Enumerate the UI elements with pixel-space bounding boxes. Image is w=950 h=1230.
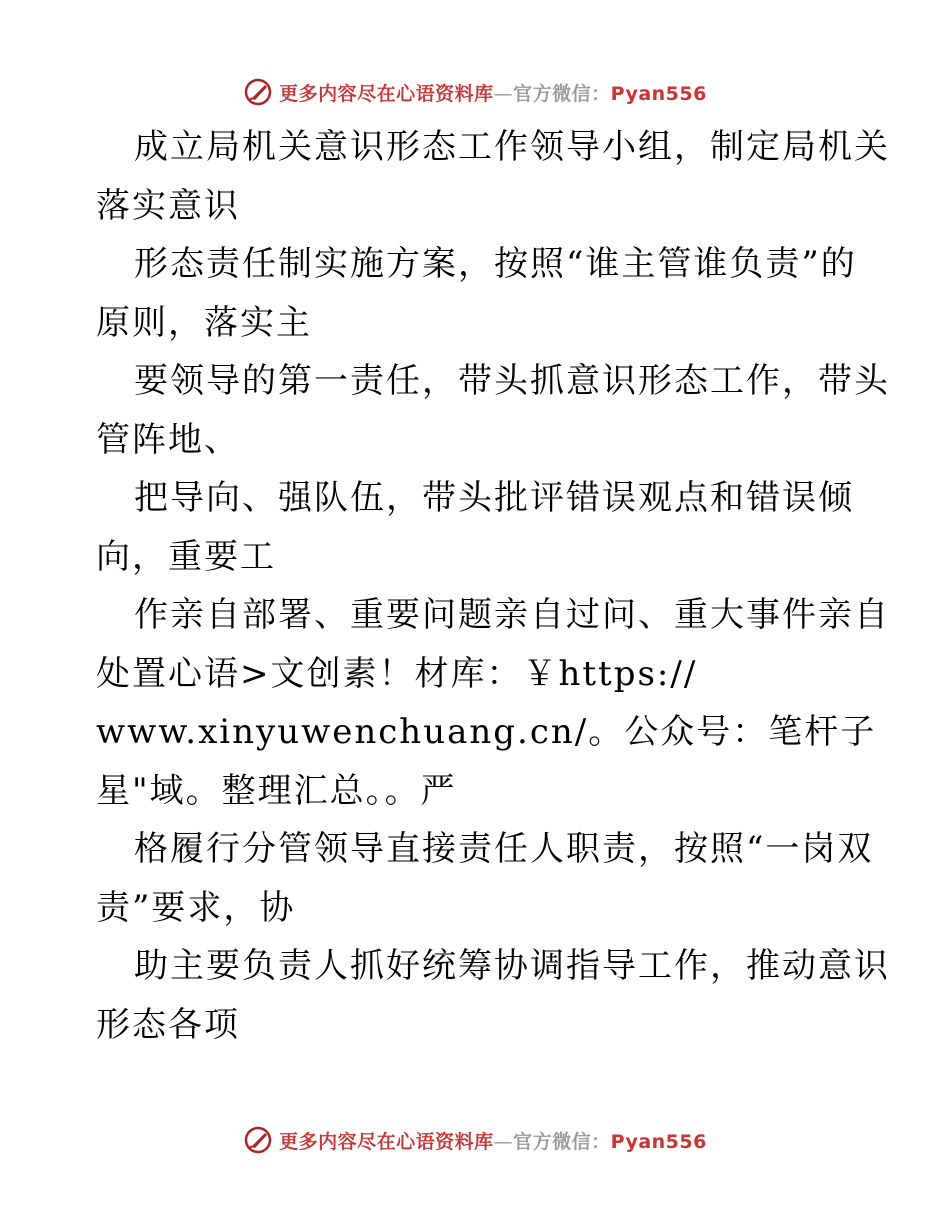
text-line: 向，重要工	[96, 536, 276, 577]
text-line: 形态责任制实施方案，按照“谁主管谁负责”的	[134, 244, 857, 284]
text-line: 星"域。整理汇总。。严	[96, 770, 457, 811]
footer-banner	[0, 1120, 950, 1160]
text-line: 要领导的第一责任，带头抓意识形态工作，带头	[134, 361, 890, 401]
text-line: 形态各项	[96, 1004, 240, 1045]
quill-pen-logo-icon	[243, 1125, 273, 1155]
text-line: 原则，落实主	[96, 302, 312, 343]
footer-dash: —	[493, 1130, 514, 1153]
header-banner	[0, 72, 950, 112]
text-line: 作亲自部署、重要问题亲自过问、重大事件亲自	[134, 595, 890, 635]
text-line: 责”要求，协	[96, 887, 296, 928]
text-line: 成立局机关意识形态工作领导小组，制定局机关	[134, 127, 890, 167]
text-line: www.xinyuwenchuang.cn/。公众号：笔杆子	[96, 712, 877, 752]
quill-pen-logo-icon	[243, 77, 273, 107]
header-wechat-label: 官方微信：	[513, 82, 611, 105]
header-brand: 更多内容尽在心语资料库	[279, 82, 494, 105]
text-line: 把导向、强队伍，带头批评错误观点和错误倾	[134, 478, 854, 518]
footer-wechat-label: 官方微信：	[513, 1130, 611, 1153]
text-line: 助主要负责人抓好统筹协调指导工作，推动意识	[134, 946, 890, 986]
header-wechat-id: Pyan556	[610, 82, 707, 105]
footer-wechat-id: Pyan556	[610, 1130, 707, 1153]
footer-text	[279, 1127, 707, 1154]
text-line: 管阵地、	[96, 419, 240, 460]
footer-brand: 更多内容尽在心语资料库	[279, 1130, 494, 1153]
header-dash: —	[493, 82, 514, 105]
document-body	[96, 118, 890, 1054]
header-text	[279, 79, 707, 106]
text-line: 落实意识	[96, 185, 240, 226]
text-line: 处置心语>文创素！材库：￥https://	[96, 653, 698, 694]
text-line: 格履行分管领导直接责任人职责，按照“一岗双	[134, 829, 874, 869]
